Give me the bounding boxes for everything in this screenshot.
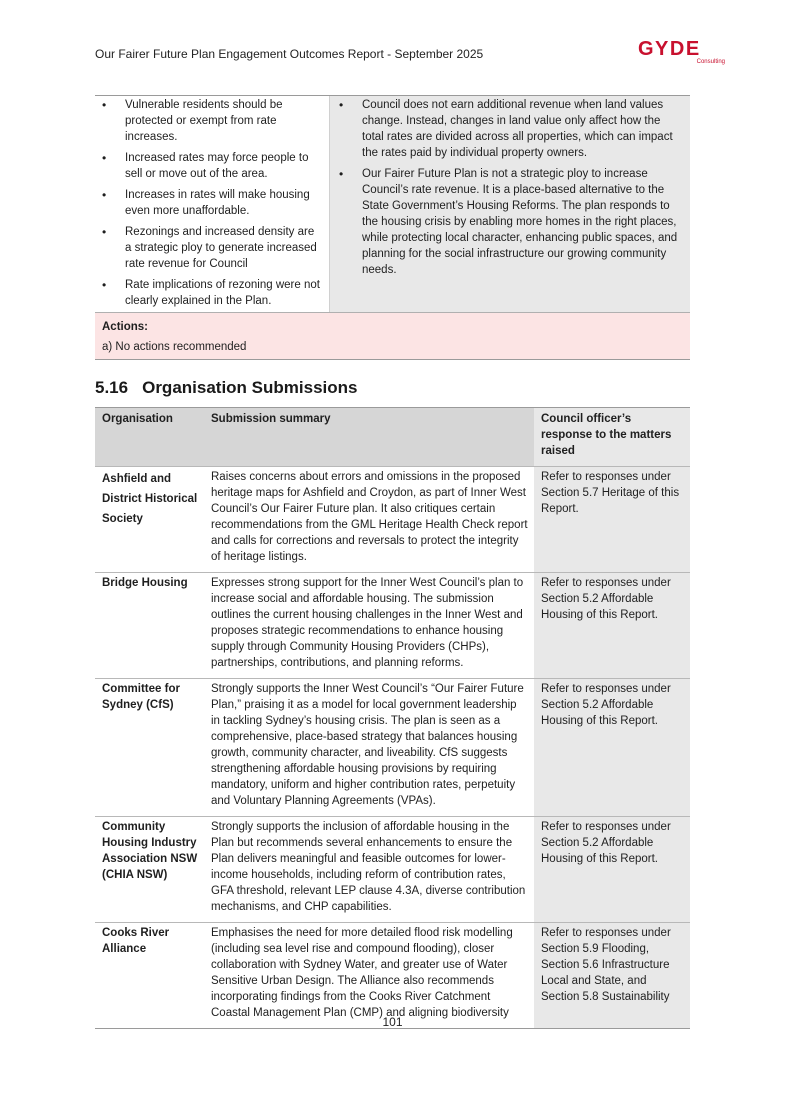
issue-bullet: • Rate implications of rezoning were not clearly explained in the Plan. [95, 277, 321, 309]
org-name: Community Housing Industry Association NSW (CHIA NSW) [95, 817, 205, 923]
section-heading [95, 378, 357, 398]
table-row [95, 817, 690, 923]
table-row [95, 679, 690, 817]
actions-box [95, 312, 690, 360]
logo-wordmark: GYDE [638, 38, 701, 60]
council-response: Refer to responses under Section 5.7 Heritage of this Report. [534, 467, 690, 573]
gyde-logo [638, 38, 728, 68]
issue-bullet: • Increased rates may force people to sell or move out of the area. [95, 150, 321, 182]
submission-summary: Emphasises the need for more detailed flood risk modelling (including sea level rise and compound flooding), closer collaboration with Sydney Water, and greater use of Water Sensitive Urban Design. The Alliance also recommends incorporating findings from the Cooks River Catchment Coastal Management Plan (CMP) and aligning biodiversity [205, 923, 534, 1029]
header-submission-summary: Submission summary [205, 408, 534, 467]
actions-label: Actions: [102, 321, 148, 333]
organisation-submissions-table [95, 407, 690, 1029]
logo-subtitle: Consulting [696, 59, 725, 65]
report-header-title: Our Fairer Future Plan Engagement Outcomes Report - September 2025 [95, 47, 484, 61]
table-row [95, 467, 690, 573]
header-organisation: Organisation [95, 408, 205, 467]
issue-bullet: • Increases in rates will make housing even more unaffordable. [95, 187, 321, 219]
submission-summary: Strongly supports the Inner West Council’s “Our Fairer Future Plan,” praising it as a model for local government leadership in tackling Sydney’s housing crisis. The plan is seen as a comprehensive, place-based strategy that balances housing growth, community character, and liveability. CfS suggests strengthening affordable housing provisions by requiring mandatory, uniform and higher contribution rates, perpetuity and Voluntary Planning Agreements (VPAs). [205, 679, 534, 817]
response-bullet: • Council does not earn additional revenue when land values change. Instead, changes in land value only affect how the total rates are divided across all properties, which can impact the rates paid by individual property owners. [332, 97, 678, 161]
issue-bullet: • Rezonings and increased density are a strategic ploy to generate increased rate revenue for Council [95, 224, 321, 272]
submission-summary: Strongly supports the inclusion of affordable housing in the Plan but recommends several enhancements to ensure the Plan delivers meaningful and feasible outcomes for lower-income households, including reform of contribution rates, GFA threshold, relevant LEP clause 4.3A, diverse contribution mechanisms, and CHP capabilities. [205, 817, 534, 923]
org-name-text: Ashfield and District Historical Society [102, 473, 198, 525]
issues-response-table [95, 95, 690, 314]
org-name: Committee for Sydney (CfS) [95, 679, 205, 817]
page-number: 101 [382, 1015, 403, 1029]
org-name: Bridge Housing [95, 573, 205, 679]
response-bullet: • Our Fairer Future Plan is not a strategic ploy to increase Council’s rate revenue. It is a place-based alternative to the State Government’s Housing Reforms. The plan responds to the housing crisis by enabling more homes in the right places, while protecting local character, enhancing public spaces, and planning for the social infrastructure our growing community needs. [332, 166, 678, 278]
table-row [95, 573, 690, 679]
issues-column [95, 96, 330, 315]
council-response: Refer to responses under Section 5.2 Affordable Housing of this Report. [534, 817, 690, 923]
org-name [95, 467, 205, 573]
response-column [330, 96, 691, 315]
council-response: Refer to responses under Section 5.2 Affordable Housing of this Report. [534, 573, 690, 679]
issue-bullet: • Vulnerable residents should be protected or exempt from rate increases. [95, 97, 321, 145]
council-response: Refer to responses under Section 5.9 Flooding, Section 5.6 Infrastructure Local and State, and Section 5.8 Sustainability [534, 923, 690, 1029]
table-header-row [95, 408, 690, 467]
org-name: Cooks River Alliance [95, 923, 205, 1029]
submission-summary: Expresses strong support for the Inner West Council’s plan to increase social and affordable housing. The submission outlines the current housing challenges in the Inner West and proposes strategic recommendations to enhance housing supply through Community Housing Providers (CHPs), partnerships, contributions, and planning reforms. [205, 573, 534, 679]
actions-text: a) No actions recommended [102, 341, 247, 353]
section-title: Organisation Submissions [142, 378, 358, 397]
header-council-response: Council officer’s response to the matters raised [534, 408, 690, 467]
council-response: Refer to responses under Section 5.2 Affordable Housing of this Report. [534, 679, 690, 817]
table-row [95, 923, 690, 1029]
submission-summary: Raises concerns about errors and omissions in the proposed heritage maps for Ashfield and Croydon, as part of Inner West Council’s Our Fairer Future plan. It also critiques certain recommendations from the GML Heritage Health Check report and calls for corrections and reversals to protect the integrity of heritage listings. [205, 467, 534, 573]
section-number: 5.16 [95, 378, 129, 397]
